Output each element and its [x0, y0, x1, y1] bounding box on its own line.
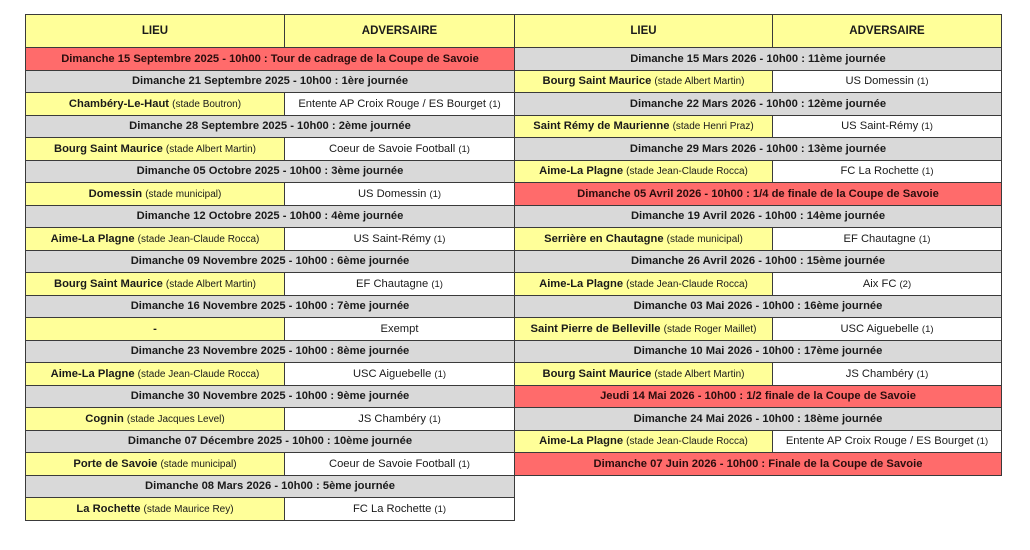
opponent-level: (1) — [921, 121, 933, 133]
venue-cell — [26, 498, 285, 521]
cup-round-label: Dimanche 15 Septembre 2025 - 10h00 : Tour de cadrage de la Coupe de Savoie — [26, 48, 515, 71]
league-round-row — [26, 115, 515, 138]
schedule-table-right — [514, 14, 1002, 476]
venue-name: Bourg Saint Maurice — [54, 277, 163, 290]
venue-cell — [515, 70, 773, 93]
opponent-level: (1) — [921, 323, 934, 335]
stadium-name: (stade Henri Praz) — [672, 121, 754, 133]
venue-name: Saint Pierre de Belleville — [530, 322, 661, 335]
venue-cell — [515, 430, 773, 453]
stadium-name: (stade Jacques Level) — [126, 413, 225, 425]
stadium-name: (stade Roger Maillet) — [663, 323, 757, 335]
venue-name: Aime-La Plagne — [50, 232, 135, 245]
venue-cell — [26, 93, 285, 116]
stadium-name: (stade Jean-Claude Rocca) — [137, 368, 260, 380]
stadium-name: (stade Albert Martin) — [165, 278, 256, 290]
opponent-name: USC Aiguebelle — [840, 322, 919, 335]
cup-round-label: Jeudi 14 Mai 2026 - 10h00 : 1/2 finale de la Coupe de Savoie — [515, 385, 1002, 408]
cup-round-row — [515, 453, 1002, 476]
column-header-adversaire: ADVERSAIRE — [285, 15, 515, 48]
league-round-row — [26, 250, 515, 273]
league-round-row — [26, 160, 515, 183]
opponent-level: (1) — [916, 76, 929, 88]
venue-cell — [515, 273, 773, 296]
venue-cell — [515, 363, 773, 386]
league-round-row — [515, 340, 1002, 363]
opponent-cell — [285, 273, 515, 296]
league-round-row — [26, 340, 515, 363]
header-row — [26, 15, 515, 48]
opponent-name: Aix FC — [862, 277, 897, 290]
opponent-cell — [285, 138, 515, 161]
round-label: Dimanche 22 Mars 2026 - 10h00 : 12ème journée — [515, 93, 1002, 116]
cup-round-row — [515, 183, 1002, 206]
opponent-cell — [285, 363, 515, 386]
league-round-row — [515, 408, 1002, 431]
round-label: Dimanche 12 Octobre 2025 - 10h00 : 4ème journée — [26, 205, 515, 228]
opponent-cell — [773, 115, 1002, 138]
venue-cell — [515, 228, 773, 251]
opponent-name: US Domessin — [845, 75, 914, 88]
opponent-name: EF Chautagne — [843, 232, 916, 245]
opponent-level: (1) — [434, 503, 447, 515]
stadium-name: (stade municipal) — [666, 233, 743, 245]
venue-name: Bourg Saint Maurice — [542, 367, 652, 380]
match-row — [26, 363, 515, 386]
schedule-table-left — [25, 14, 515, 521]
opponent-name: USC Aiguebelle — [352, 367, 432, 380]
opponent-level: (1) — [429, 188, 442, 200]
venue-name: Aime-La Plagne — [539, 435, 624, 448]
league-round-row — [515, 250, 1002, 273]
venue-name: Porte de Savoie — [73, 457, 158, 470]
venue-name: Cognin — [85, 412, 124, 425]
round-label: Dimanche 24 Mai 2026 - 10h00 : 18ème journée — [515, 408, 1002, 431]
venue-cell — [26, 228, 285, 251]
schedule-body-left — [26, 48, 515, 521]
opponent-level: (1) — [458, 143, 470, 155]
match-row — [26, 93, 515, 116]
match-row — [515, 363, 1002, 386]
round-label: Dimanche 19 Avril 2026 - 10h00 : 14ème journée — [515, 205, 1002, 228]
opponent-cell — [285, 498, 515, 521]
venue-name: Serrière en Chautagne — [544, 232, 664, 245]
stadium-name: (stade Jean-Claude Rocca) — [626, 436, 748, 448]
opponent-name: FC La Rochette — [840, 165, 919, 178]
venue-cell — [26, 363, 285, 386]
round-label: Dimanche 23 Novembre 2025 - 10h00 : 8ème journée — [26, 340, 515, 363]
match-row — [515, 273, 1002, 296]
opponent-cell — [773, 228, 1002, 251]
venue-name: Aime-La Plagne — [50, 367, 135, 380]
header-row — [515, 15, 1002, 48]
opponent-name: Exempt — [380, 322, 419, 335]
match-row — [26, 138, 515, 161]
cup-round-label: Dimanche 05 Avril 2026 - 10h00 : 1/4 de finale de la Coupe de Savoie — [515, 183, 1002, 206]
round-label: Dimanche 28 Septembre 2025 - 10h00 : 2ème journée — [26, 115, 515, 138]
column-header-adversaire: ADVERSAIRE — [773, 15, 1002, 48]
stadium-name: (stade Jean-Claude Rocca) — [626, 278, 748, 290]
opponent-level: (1) — [976, 436, 989, 448]
round-label: Dimanche 15 Mars 2026 - 10h00 : 11ème journée — [515, 48, 1002, 71]
venue-name: Domessin — [88, 187, 143, 200]
match-row — [26, 228, 515, 251]
venue-name: Bourg Saint Maurice — [54, 142, 163, 155]
column-header-lieu: LIEU — [515, 15, 773, 48]
league-round-row — [515, 48, 1002, 71]
opponent-name: Coeur de Savoie Football — [329, 457, 456, 470]
opponent-name: US Saint-Rémy — [841, 120, 919, 133]
opponent-name: Entente AP Croix Rouge / ES Bourget — [785, 435, 974, 448]
opponent-cell — [285, 183, 515, 206]
venue-name: Chambéry-Le-Haut — [68, 97, 170, 110]
venue-name: La Rochette — [76, 502, 141, 515]
match-row — [515, 160, 1002, 183]
league-round-row — [26, 430, 515, 453]
stadium-name: (stade Boutron) — [172, 98, 242, 110]
opponent-level: (1) — [431, 278, 443, 290]
round-label: Dimanche 29 Mars 2026 - 10h00 : 13ème journée — [515, 138, 1002, 161]
round-label: Dimanche 16 Novembre 2025 - 10h00 : 7ème journée — [26, 295, 515, 318]
cup-round-row — [515, 385, 1002, 408]
round-label: Dimanche 21 Septembre 2025 - 10h00 : 1ère journée — [26, 70, 515, 93]
opponent-cell — [285, 453, 515, 476]
round-label: Dimanche 05 Octobre 2025 - 10h00 : 3ème journée — [26, 160, 515, 183]
stadium-name: (stade municipal) — [160, 458, 237, 470]
opponent-level: (1) — [921, 166, 934, 178]
round-label: Dimanche 26 Avril 2026 - 10h00 : 15ème journée — [515, 250, 1002, 273]
venue-cell — [26, 318, 285, 341]
league-round-row — [515, 138, 1002, 161]
opponent-cell — [773, 160, 1002, 183]
stadium-name: (stade Albert Martin) — [654, 368, 745, 380]
venue-name: - — [153, 322, 157, 335]
round-label: Dimanche 10 Mai 2026 - 10h00 : 17ème journée — [515, 340, 1002, 363]
league-round-row — [26, 475, 515, 498]
opponent-name: US Domessin — [357, 187, 427, 200]
venue-name: Aime-La Plagne — [539, 165, 624, 178]
round-label: Dimanche 03 Mai 2026 - 10h00 : 16ème journée — [515, 295, 1002, 318]
venue-name: Saint Rémy de Maurienne — [533, 120, 670, 133]
opponent-cell — [773, 70, 1002, 93]
league-round-row — [26, 295, 515, 318]
round-label: Dimanche 30 Novembre 2025 - 10h00 : 9ème journée — [26, 385, 515, 408]
match-row — [515, 430, 1002, 453]
stadium-name: (stade Albert Martin) — [654, 76, 745, 88]
stadium-name: (stade Albert Martin) — [165, 143, 256, 155]
opponent-name: Coeur de Savoie Football — [329, 142, 456, 155]
venue-cell — [26, 408, 285, 431]
opponent-level: (2) — [899, 278, 912, 290]
league-round-row — [515, 93, 1002, 116]
match-row — [26, 183, 515, 206]
match-row — [26, 318, 515, 341]
venue-cell — [26, 183, 285, 206]
opponent-cell — [773, 430, 1002, 453]
venue-cell — [26, 273, 285, 296]
opponent-name: Entente AP Croix Rouge / ES Bourget — [298, 97, 486, 110]
league-round-row — [26, 70, 515, 93]
opponent-level: (1) — [429, 413, 441, 425]
opponent-cell — [285, 318, 515, 341]
venue-cell — [515, 115, 773, 138]
opponent-level: (1) — [916, 368, 929, 380]
round-label: Dimanche 07 Décembre 2025 - 10h00 : 10ème journée — [26, 430, 515, 453]
venue-cell — [26, 453, 285, 476]
column-header-lieu: LIEU — [26, 15, 285, 48]
opponent-level: (1) — [434, 368, 447, 380]
match-row — [26, 408, 515, 431]
opponent-cell — [773, 363, 1002, 386]
match-row — [515, 115, 1002, 138]
opponent-name: EF Chautagne — [356, 277, 429, 290]
opponent-cell — [285, 93, 515, 116]
match-row — [515, 318, 1002, 341]
match-row — [515, 228, 1002, 251]
stadium-name: (stade Jean-Claude Rocca) — [137, 233, 260, 245]
league-round-row — [26, 385, 515, 408]
opponent-name: US Saint-Rémy — [353, 232, 431, 245]
match-row — [515, 70, 1002, 93]
league-round-row — [26, 205, 515, 228]
round-label: Dimanche 08 Mars 2026 - 10h00 : 5ème journée — [26, 475, 515, 498]
stadium-name: (stade Jean-Claude Rocca) — [626, 166, 748, 178]
opponent-level: (1) — [489, 98, 501, 110]
stadium-name: (stade Maurice Rey) — [143, 503, 234, 515]
match-row — [26, 273, 515, 296]
opponent-cell — [285, 228, 515, 251]
opponent-name: JS Chambéry — [358, 412, 427, 425]
opponent-cell — [773, 318, 1002, 341]
match-row — [26, 498, 515, 521]
cup-round-row — [26, 48, 515, 71]
round-label: Dimanche 09 Novembre 2025 - 10h00 : 6ème journée — [26, 250, 515, 273]
venue-name: Aime-La Plagne — [539, 277, 624, 290]
opponent-level: (1) — [918, 233, 931, 245]
venue-cell — [515, 160, 773, 183]
cup-round-label: Dimanche 07 Juin 2026 - 10h00 : Finale de la Coupe de Savoie — [515, 453, 1002, 476]
opponent-level: (1) — [458, 458, 470, 470]
stadium-name: (stade municipal) — [145, 188, 222, 200]
venue-name: Bourg Saint Maurice — [542, 75, 652, 88]
opponent-cell — [285, 408, 515, 431]
schedule-body-right — [515, 48, 1002, 476]
opponent-cell — [773, 273, 1002, 296]
opponent-level: (1) — [433, 233, 446, 245]
match-row — [26, 453, 515, 476]
opponent-name: FC La Rochette — [352, 502, 432, 515]
venue-cell — [515, 318, 773, 341]
venue-cell — [26, 138, 285, 161]
league-round-row — [515, 205, 1002, 228]
league-round-row — [515, 295, 1002, 318]
opponent-name: JS Chambéry — [845, 367, 914, 380]
